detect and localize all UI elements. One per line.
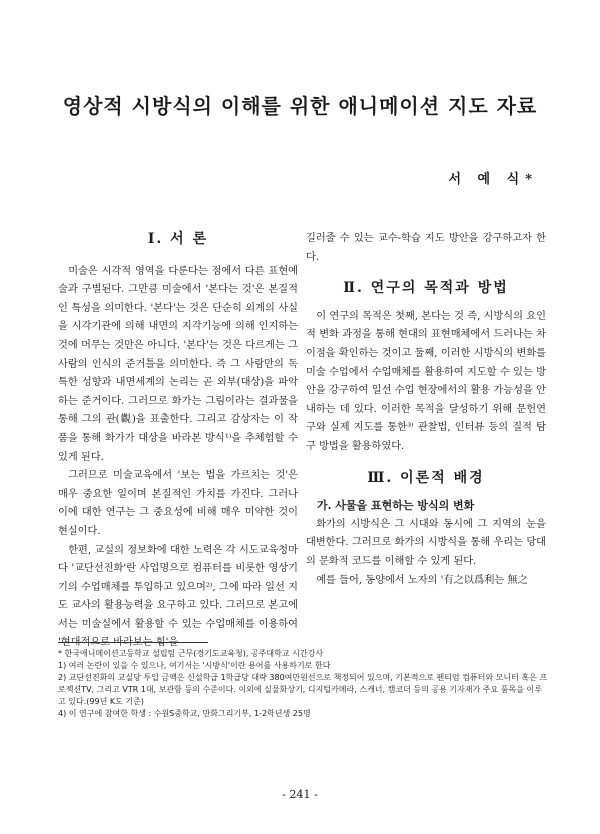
paragraph: 화가의 시방식은 그 시대와 동시에 그 지역의 눈을 대변한다. 그러므로 화가의 시방식을 통해 우리는 당대의 문화적 코드를 이해할 수 있게 된다. — [306, 518, 546, 567]
section-heading-purpose: Ⅱ. 연구의 목적과 방법 — [343, 280, 509, 297]
footnotes — [58, 648, 548, 720]
section-heading-theory: Ⅲ. 이론적 배경 — [367, 469, 485, 486]
footnote: 1) 여러 논란이 있을 수 있으나, 여기서는 '시방식'이란 용어를 사용하기로 한다 — [58, 661, 331, 670]
footnote-divider — [58, 642, 208, 643]
paragraph: 미술은 시각적 영역을 다룬다는 점에서 다른 표현예술과 구별된다. 그만큼 미술에서 '본다는 것'은 본질적인 특성을 의미한다. '본다'는 것은 단순히 외계의 사실을 시각기관에 의해 내면의 지각기능에 의해 인지하는 것에 머무는 것만은 아니다. '본다'는 것은 다르게는 그 사람의 인식의 준거틀을 의미한다. 즉 그 사람만의 독특한 성향과 내면세계의 논리는 곧 외부(대상)을 파악하는 준거이다. 그러므로 화가는 그림이라는 결과물을 통해 그의 관(觀)을 표출한다. 그리고 감상자는 이 작품을 통해 화가가 대상을 바라본 방식¹⁾을 추체험할 수 있게 된다. — [58, 265, 298, 463]
page-number: - 241 - — [282, 788, 318, 801]
footnote: * 한국애니메이션고등학교 설립팀 근무(경기도교육청), 공주대학교 시간강사 — [58, 649, 324, 658]
author-name: 서 예 식* — [448, 172, 538, 187]
paragraph: 이 연구의 목적은 첫째, 본다는 것 즉, 시방식의 요인적 변화 과정을 통해 현대의 표현매체에서 드러나는 차이점을 확인하는 것이고 둘째, 이러한 시방식의 변화를 미술 수업에서 수업매체를 활용하여 지도할 수 있는 방안을 강구하여 일선 수업 현장에서의 활용 가능성을 안내하는 데 있다. 이러한 목적을 달성하기 위해 문헌연구와 실제 지도를 통한³⁾ 관찰법, 인터뷰 등의 질적 탐구 방법을 활용하였다. — [306, 310, 546, 452]
footnote: 2) 교단선진화의 교실당 투입 금액은 신설학급 1학급당 대략 380여만원선으로 책정되어 있으며, 기본적으로 펜티엄 컴퓨터와 모니터 혹은 프로젝션TV, 그리고 VTR 1대, 보관함 등의 수준이다. 이외에 실물화상기, 디지털카메라, 스캐너, 캠코더 등의 공용 기자재가 주요 품목을 이루고 있다.(99년 K도 기준) — [58, 673, 548, 706]
paragraph: 예를 들어, 동양에서 노자의 '有之以爲利는 無之 — [316, 574, 528, 586]
subsection-heading: 가. 사물을 표현하는 방식의 변화 — [317, 499, 475, 513]
paragraph: 길러줄 수 있는 교수-학습 지도 방안을 강구하고자 한다. — [306, 233, 546, 263]
paper-title: 영상적 시방식의 이해를 위한 애니메이션 지도 자료 — [62, 94, 538, 118]
paragraph: 한편, 교실의 정보화에 대한 노력은 각 시도교육청마다 '교단선진화'란 사업명으로 컴퓨터를 비롯한 영상기기의 수업매체를 투입하고 있으며²⁾, 그에 따라 일선 지도 교사의 활용능력을 요구하고 있다. 그러므로 본고에서는 미술실에서 활용할 수 있는 수업매체를 이용하여 '현대적으로 바라보는 힘'을 — [58, 544, 298, 649]
paragraph: 그러므로 미술교육에서 '보는 법을 가르치는 것'은 매우 중요한 일이며 본질적인 가치를 가진다. 그러나 이에 대한 연구는 그 중요성에 비해 매우 미약한 것이 현실이다. — [58, 470, 298, 537]
left-column — [58, 230, 298, 653]
footnote: 4) 이 연구에 참여한 학생 : 수원S중학교, 만화그리기부, 1-2학년생 25명 — [58, 709, 311, 718]
right-column — [306, 230, 546, 590]
section-heading-intro: I. 서 론 — [147, 231, 209, 247]
